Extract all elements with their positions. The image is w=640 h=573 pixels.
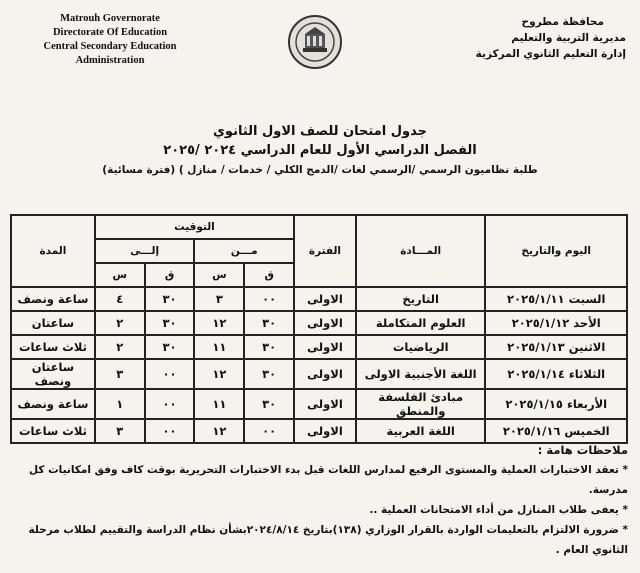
- cell-subject: العلوم المتكاملة: [356, 311, 486, 335]
- cell-from-minute: ٣٠: [244, 389, 294, 419]
- cell-to-hour: ٣: [95, 359, 145, 389]
- cell-from-hour: ٣: [194, 287, 244, 311]
- cell-from-minute: ٣٠: [244, 335, 294, 359]
- header-ar-line-3: إدارة التعليم الثانوي المركزية: [475, 48, 626, 60]
- header-english: [10, 12, 210, 68]
- header-to: إلـــى: [95, 239, 195, 263]
- cell-day: الثلاثاء ٢٠٢٥/١/١٤: [485, 359, 627, 389]
- note-item: * تعقد الاختبارات العملية والمستوى الرفيع لمدارس اللغات قبل بدء الاختبارات التحريرية بوقت كاف وفق امكانيات كل مدرسة.: [28, 464, 628, 496]
- note-item: * ضرورة الالتزام بالتعليمات الواردة بالقرار الوزاري (١٣٨)بتاريخ ٢٠٢٤/٨/١٤بشأن نظام الدراسة والتقييم لطلاب مرحلة الثانوي العام .: [28, 524, 628, 556]
- cell-to-minute: ٠٠: [145, 419, 195, 443]
- header-subject: المـــادة: [356, 215, 486, 287]
- cell-from-minute: ٠٠: [244, 419, 294, 443]
- cell-to-minute: ٣٠: [145, 335, 195, 359]
- cell-subject: اللغة الأجنبية الاولى: [356, 359, 486, 389]
- header-en-line-1: Matrouh Governorate: [60, 13, 160, 24]
- cell-from-hour: ١٢: [194, 419, 244, 443]
- cell-period: الاولى: [294, 335, 356, 359]
- cell-duration: ثلاث ساعات: [11, 335, 95, 359]
- cell-to-minute: ٠٠: [145, 359, 195, 389]
- cell-to-minute: ٣٠: [145, 287, 195, 311]
- notes-heading: ملاحظات هامة :: [537, 443, 628, 457]
- header-day-date: اليوم والتاريخ: [485, 215, 627, 287]
- cell-to-hour: ١: [95, 389, 145, 419]
- header-to-minute: ق: [145, 263, 195, 287]
- notes-list: [16, 460, 628, 560]
- table-row: [11, 335, 627, 359]
- cell-subject: اللغة العربية: [356, 419, 486, 443]
- table-row: [11, 389, 627, 419]
- schedule-title: جدول امتحان للصف الاول الثانوي: [213, 124, 427, 139]
- cell-period: الاولى: [294, 311, 356, 335]
- header-duration: المدة: [11, 215, 95, 287]
- cell-period: الاولى: [294, 359, 356, 389]
- table-row: [11, 359, 627, 389]
- cell-to-minute: ٠٠: [145, 389, 195, 419]
- cell-day: الاثنين ٢٠٢٥/١/١٣: [485, 335, 627, 359]
- header-ar-line-1: محافظة مطروح: [521, 16, 604, 28]
- header-arabic: [456, 14, 626, 62]
- cell-period: الاولى: [294, 287, 356, 311]
- note-item: * يعفى طلاب المنازل من أداء الامتحانات العملية ..: [369, 504, 628, 516]
- cell-to-hour: ٢: [95, 335, 145, 359]
- cell-period: الاولى: [294, 389, 356, 419]
- cell-subject: التاريخ: [356, 287, 486, 311]
- cell-to-hour: ٣: [95, 419, 145, 443]
- header-period: الفترة: [294, 215, 356, 287]
- header-ar-line-2: مديرية التربية والتعليم: [511, 32, 626, 44]
- table-row: [11, 311, 627, 335]
- cell-from-hour: ١٢: [194, 359, 244, 389]
- header-en-line-3: Central Secondary Education Administration: [43, 41, 177, 66]
- cell-from-hour: ١١: [194, 389, 244, 419]
- table-row: [11, 287, 627, 311]
- cell-duration: ساعة ونصف: [11, 389, 95, 419]
- cell-day: السبت ٢٠٢٥/١/١١: [485, 287, 627, 311]
- cell-to-minute: ٣٠: [145, 311, 195, 335]
- cell-subject: الرياضيات: [356, 335, 486, 359]
- header-en-line-2: Directorate Of Education: [52, 27, 168, 38]
- exam-schedule-table: [10, 214, 628, 444]
- emblem-icon: [287, 14, 343, 70]
- cell-day: الأربعاء ٢٠٢٥/١/١٥: [485, 389, 627, 419]
- table-row: [11, 419, 627, 443]
- header-timing: التوقيت: [95, 215, 294, 239]
- cell-day: الأحد ٢٠٢٥/١/١٢: [485, 311, 627, 335]
- header-from: مـــن: [194, 239, 294, 263]
- cell-duration: ساعتان: [11, 311, 95, 335]
- cell-from-minute: ٠٠: [244, 287, 294, 311]
- cell-duration: ساعة ونصف: [11, 287, 95, 311]
- cell-day: الخميس ٢٠٢٥/١/١٦: [485, 419, 627, 443]
- cell-duration: ثلاث ساعات: [11, 419, 95, 443]
- cell-to-hour: ٢: [95, 311, 145, 335]
- cell-from-hour: ١٢: [194, 311, 244, 335]
- students-subtitle: طلبة نظاميون الرسمي /الرسمي لغات /الدمج الكلي / خدمات / منازل ) (فترة مسائية): [102, 164, 538, 176]
- header-to-hour: س: [95, 263, 145, 287]
- cell-duration: ساعتان ونصف: [11, 359, 95, 389]
- cell-from-minute: ٣٠: [244, 359, 294, 389]
- cell-period: الاولى: [294, 419, 356, 443]
- header-from-minute: ق: [244, 263, 294, 287]
- header-from-hour: س: [194, 263, 244, 287]
- semester-title: الفصل الدراسي الأول للعام الدراسي ٢٠٢٤ /٢٠٢٥: [163, 143, 477, 158]
- cell-subject: مبادئ الفلسفة والمنطق: [356, 389, 486, 419]
- cell-from-hour: ١١: [194, 335, 244, 359]
- cell-to-hour: ٤: [95, 287, 145, 311]
- cell-from-minute: ٣٠: [244, 311, 294, 335]
